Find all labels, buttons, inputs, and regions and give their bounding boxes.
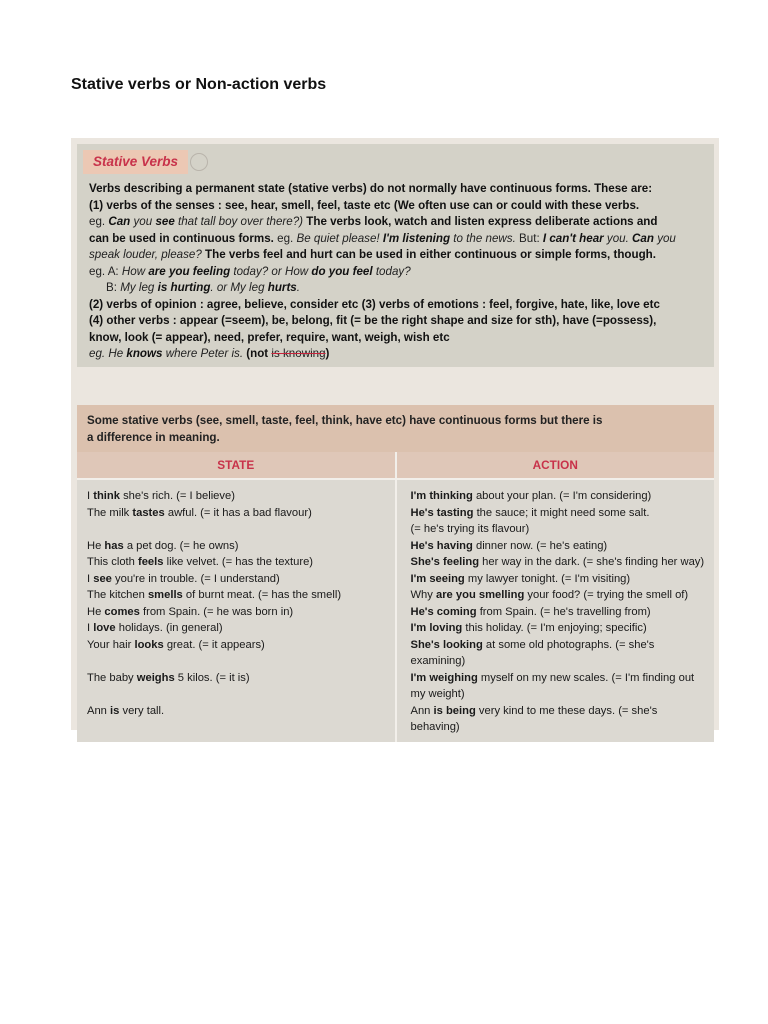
example-my-leg: My leg: [120, 281, 155, 294]
other-list: : appear (=seem), be, belong, fit (= be the right shape and size for sth), have (=possess),: [172, 314, 657, 327]
example-where-peter: where Peter is.: [165, 347, 244, 360]
state-row: I love holidays. (in general): [87, 622, 223, 634]
document-title: Stative verbs or Non-action verbs: [71, 76, 327, 93]
state-row: The baby weighs 5 kilos. (= it is): [87, 671, 250, 684]
example-not: (not: [246, 347, 269, 360]
action-header: ACTION: [396, 452, 715, 479]
continuous-forms-text: can be used in continuous forms.: [89, 231, 274, 245]
eg1-you: you: [133, 215, 153, 228]
state-row: The milk tastes awful. (= it has a bad flavour): [87, 506, 312, 519]
difference-in-meaning-box: [77, 405, 714, 452]
stative-verbs-box: [77, 144, 714, 367]
circle-marker-icon: [190, 153, 208, 171]
stative-verbs-explanation: [89, 181, 706, 363]
action-row: I'm seeing my lawyer tonight. (= I'm visiting): [410, 572, 631, 585]
action-row: Why are you smelling your food? (= trying the smell of): [410, 589, 689, 601]
example-struck-is-knowing: is knowing: [271, 347, 326, 360]
example-you: you.: [606, 231, 629, 245]
example-cant-hear: I can't hear: [542, 231, 604, 245]
stative-verbs-badge: Stative Verbs: [83, 150, 188, 174]
state-row: This cloth feels like velvet. (= has the texture): [87, 556, 314, 568]
example-news: to the news.: [453, 231, 516, 245]
senses-list: : see, hear, smell, feel, taste etc (We often use: [217, 198, 470, 212]
senses-label: verbs of the senses: [106, 198, 215, 212]
emotions-label: verbs of emotions: [379, 297, 479, 311]
example-hurts: hurts: [267, 281, 297, 294]
difference-line-1: Some stative verbs (see, smell, taste, feel, think, have etc) have continuous forms but there is: [87, 414, 603, 427]
state-row: Your hair looks great. (= it appears): [87, 638, 265, 651]
other-label: other verbs: [106, 314, 170, 327]
intro-text: Verbs describing a permanent state (stative verbs) do not normally have continuous forms. These are:: [89, 182, 653, 195]
state-row: He has a pet dog. (= he owns): [87, 539, 239, 552]
eg-a-label: eg. A:: [89, 264, 119, 278]
senses-number: (1): [89, 198, 104, 212]
action-row: I'm weighing myself on my new scales. (= I'm finding out: [410, 671, 695, 684]
other-list-continued: know, look (= appear), need, prefer, require, want, weigh, wish etc: [89, 330, 450, 344]
action-row-continued: examining): [410, 655, 466, 667]
example-can: Can: [632, 231, 654, 245]
could-word: could: [510, 198, 542, 212]
state-row: He comes from Spain. (= he was born in): [87, 605, 294, 618]
example-speak-louder: speak louder, please?: [89, 248, 202, 261]
state-row: Ann is very tall.: [87, 704, 165, 717]
eg1-see: see: [155, 215, 175, 228]
action-row: I'm loving this holiday. (= I'm enjoying; specific): [410, 622, 647, 634]
example-period: .: [296, 281, 300, 294]
state-row: I think she's rich. (= I believe): [87, 490, 235, 502]
example-do-you-feel: do you feel: [311, 264, 373, 278]
example-you-2: you: [657, 231, 676, 245]
opinion-label: verbs of opinion: [106, 297, 197, 311]
eg-label: eg.: [277, 231, 294, 245]
example-knows: knows: [126, 347, 163, 360]
action-row: She's looking at some old photographs. (= she's: [410, 638, 655, 651]
can-word: can: [472, 198, 493, 212]
eg1-can: Can: [108, 215, 131, 228]
eg-b-label: B:: [106, 281, 117, 294]
example-or-my-leg: . or My leg: [210, 281, 265, 294]
state-header: STATE: [77, 452, 396, 479]
state-row: I see you're in trouble. (= I understand): [87, 572, 280, 585]
example-he: eg. He: [89, 347, 124, 360]
example-are-you-feeling: are you feeling: [148, 264, 231, 278]
deliberate-actions-text: The verbs look, watch and listen express deliberate actions and: [306, 215, 658, 228]
example-is-hurting: is hurting: [157, 281, 211, 294]
but-label: But:: [519, 231, 540, 245]
emotions-number: (3): [361, 297, 376, 311]
action-row: I'm thinking about your plan. (= I'm considering): [410, 490, 652, 502]
eg1-rest: that tall boy over there?): [178, 215, 304, 228]
example-listening: I'm listening: [382, 231, 451, 245]
opinion-number: (2): [89, 297, 104, 311]
action-row: He's having dinner now. (= he's eating): [410, 539, 608, 552]
eg-label: eg.: [89, 215, 106, 228]
opinion-list: : agree, believe, consider etc: [199, 297, 359, 311]
emotions-list: : feel, forgive, hate, like, love etc: [482, 297, 660, 311]
action-column: [396, 479, 715, 742]
state-column: [77, 479, 396, 742]
action-row-continued: my weight): [410, 688, 465, 700]
or-word: or: [496, 198, 508, 212]
senses-end: with these verbs.: [545, 198, 640, 212]
action-row: She's feeling her way in the dark. (= she's finding her way): [410, 556, 705, 568]
feel-hurt-text: The verbs feel and hurt can be used in either continuous or simple forms, though.: [205, 248, 656, 261]
example-close-paren: ): [325, 347, 330, 360]
textbook-photo: [71, 138, 719, 733]
state-row: The kitchen smells of burnt meat. (= has the smell): [87, 589, 342, 601]
example-today: today?: [375, 264, 411, 278]
example-today-or-how: today? or How: [233, 264, 309, 278]
action-row: He's coming from Spain. (= he's travelling from): [410, 605, 651, 618]
state-action-table: [77, 452, 714, 742]
example-how: How: [121, 264, 146, 278]
action-row-continued: (= he's trying its flavour): [410, 523, 530, 535]
action-row: He's tasting the sauce; it might need some salt.: [410, 506, 650, 519]
difference-line-2: a difference in meaning.: [87, 431, 220, 444]
action-row: Ann is being very kind to me these days. (= she's behaving): [410, 704, 658, 733]
example-quiet: Be quiet please!: [296, 231, 380, 245]
other-number: (4): [89, 314, 104, 327]
